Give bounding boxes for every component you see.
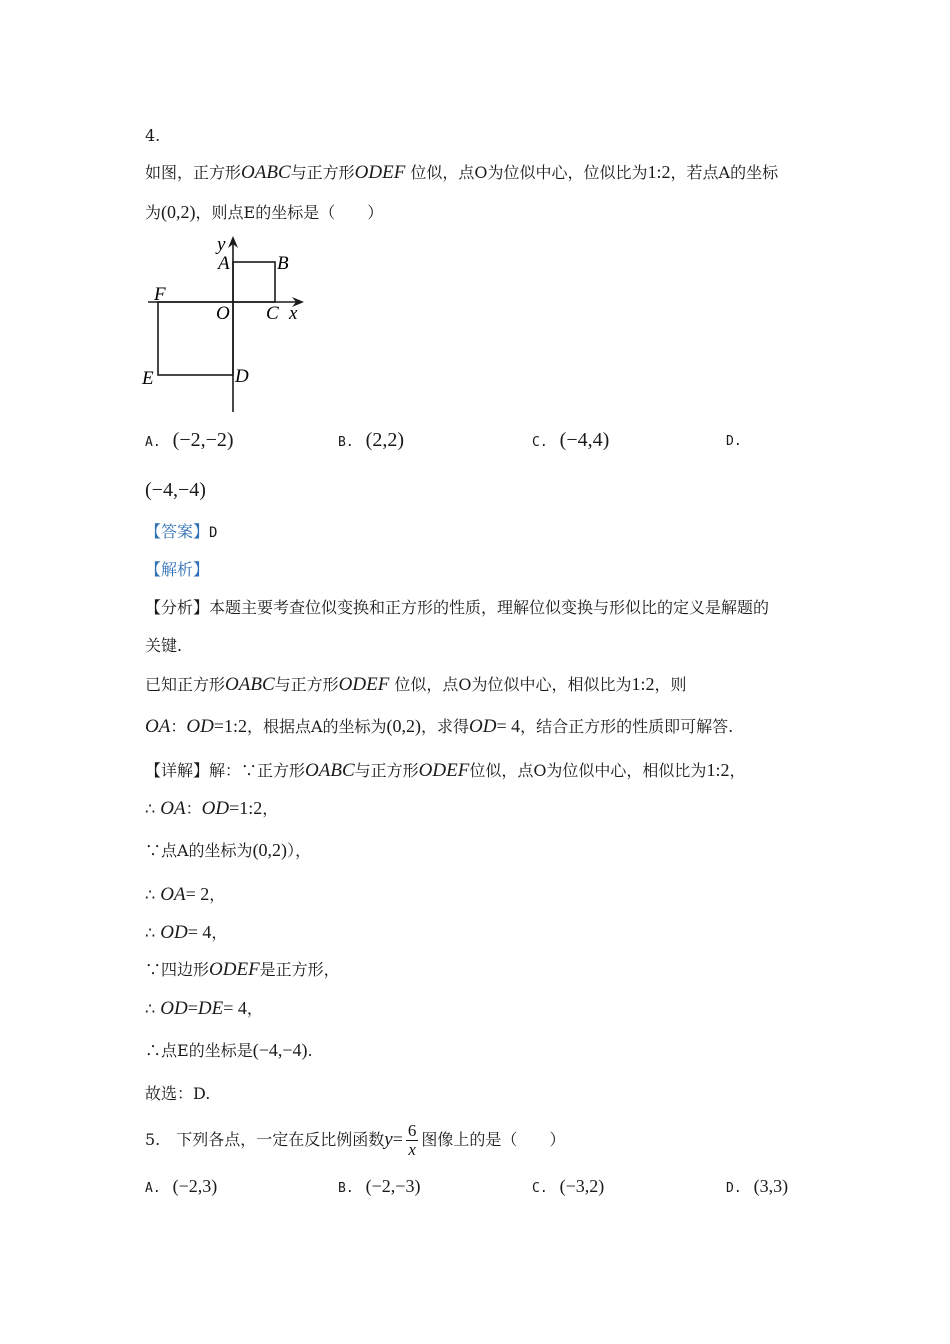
- step-4: ∴ OD= 4，: [145, 922, 228, 943]
- label-f: F: [154, 284, 166, 305]
- label-y: y: [217, 234, 226, 255]
- label-c: C: [266, 303, 279, 324]
- q4-option-d[interactable]: D.: [726, 434, 742, 449]
- known-line2: OA：OD=1:2，根据点A的坐标为(0,2)，求得OD= 4，结合正方形的性质即可解答.: [145, 716, 734, 737]
- question-5-stem: 5. 下列各点，一定在反比例函数y= $\frac{6}{x}$ 图像上的是（ ）: [145, 1121, 566, 1159]
- label-a: A: [218, 253, 230, 274]
- label-o: O: [216, 303, 230, 324]
- q5-option-d[interactable]: D. (3,3): [726, 1176, 789, 1196]
- q5-option-a[interactable]: A. (−2,3): [145, 1176, 218, 1196]
- fraction-6-over-x: $\frac{6}{x}$: [407, 1121, 417, 1159]
- fenxi-line2: 关键.: [145, 636, 183, 655]
- label-x: x: [289, 303, 298, 324]
- known-line1: 已知正方形OABC与正方形ODEF 位似，点O为位似中心，相似比为1:2，则: [145, 674, 687, 695]
- q5-option-c[interactable]: C. (−3,2): [532, 1176, 605, 1196]
- question-4-stem-line2: 为(0,2)，则点E的坐标是（ ）: [145, 202, 384, 222]
- step-2: ∵点A的坐标为(0,2)），: [145, 840, 312, 860]
- q4-option-a[interactable]: A. (−2,−2): [145, 429, 234, 451]
- analysis-tag: 【解析】: [145, 560, 210, 579]
- label-d: D: [235, 366, 249, 387]
- fenxi-line1: 【分析】本题主要考查位似变换和正方形的性质，理解位似变换与形似比的定义是解题的: [145, 598, 770, 617]
- q4-option-c[interactable]: C. (−4,4): [532, 429, 610, 451]
- label-e: E: [142, 368, 154, 389]
- step-1: ∴ OA：OD=1:2，: [145, 798, 279, 819]
- detail-line: 【详解】解：∵正方形OABC与正方形ODEF位似，点O为位似中心，相似比为1:2，: [145, 760, 746, 781]
- question-4-stem-line1: 如图，正方形OABC与正方形ODEF 位似，点O为位似中心，位似比为1:2，若点A的坐标: [145, 162, 779, 183]
- square-oabc: [233, 262, 275, 302]
- step-6: ∴ OD=DE= 4，: [145, 998, 263, 1019]
- q4-option-b[interactable]: B. (2,2): [338, 429, 404, 451]
- answer-line: 【答案】D: [145, 522, 218, 541]
- step-8: 故选：D.: [145, 1084, 211, 1103]
- step-7: ∴点E的坐标是(−4,−4).: [145, 1040, 313, 1060]
- label-b: B: [277, 253, 289, 274]
- step-3: ∴ OA= 2，: [145, 884, 226, 905]
- q4-option-d-value[interactable]: (−4,−4): [145, 479, 206, 501]
- question-4-number: 4.: [145, 126, 161, 145]
- q5-option-b[interactable]: B. (−2,−3): [338, 1176, 421, 1196]
- step-5: ∵四边形ODEF是正方形，: [145, 959, 340, 980]
- coordinate-figure: [138, 232, 313, 417]
